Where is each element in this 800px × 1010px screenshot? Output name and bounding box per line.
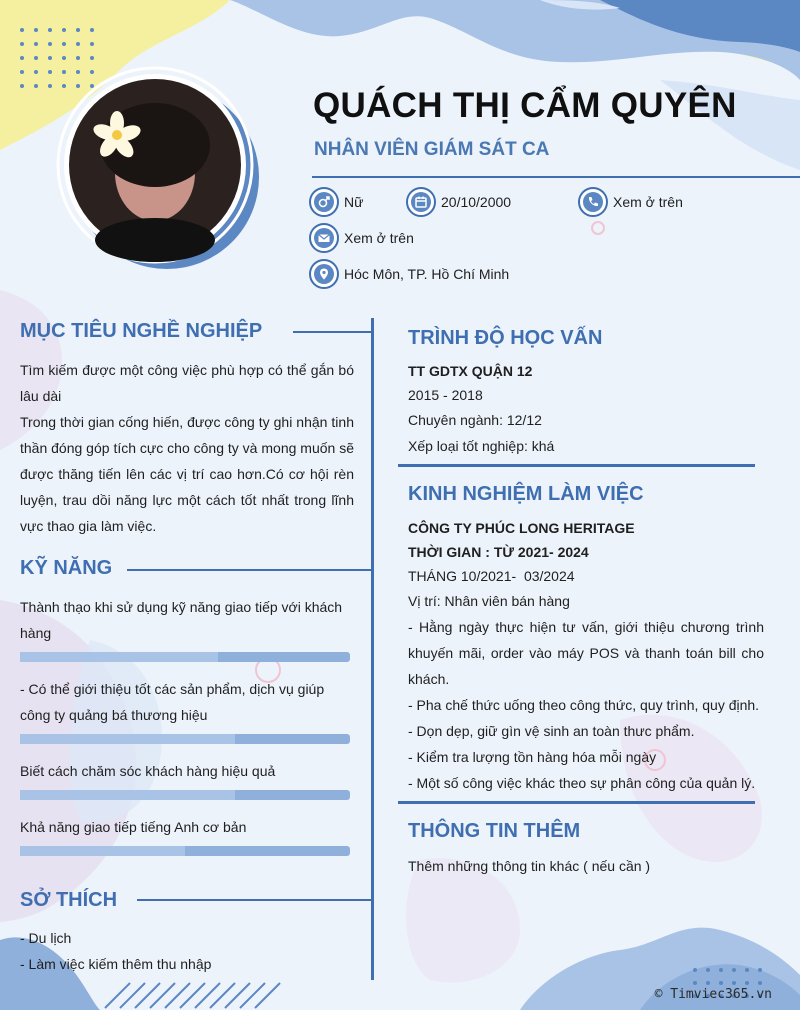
skill-bar-fill [20, 652, 218, 662]
experience-duty: - Hằng ngày thực hiện tư vấn, giới thiệu chương trình khuyến mãi, order vào máy POS và thanh toán bill cho khách. [408, 619, 764, 687]
objective-title-line [293, 331, 373, 333]
job-title: NHÂN VIÊN GIÁM SÁT CA [314, 139, 550, 160]
skills-title: KỸ NĂNG [20, 557, 113, 579]
extra-text: Thêm những thông tin khác ( nếu cần ) [408, 858, 651, 874]
experience-duty: - Dọn dẹp, giữ gìn vệ sinh an toàn thưc phẩm. [408, 723, 695, 739]
location-icon [309, 259, 339, 289]
experience-dates: THÁNG 10/2021- 03/2024 [408, 568, 575, 584]
education-divider [398, 464, 755, 467]
skill-bar [20, 648, 350, 662]
email-text: Xem ở trên [344, 230, 414, 246]
skill-bar [20, 786, 350, 800]
phone-icon [578, 187, 608, 217]
experience-duty: - Kiểm tra lượng tồn hàng hóa mỗi ngày [408, 749, 657, 765]
skill-bar [20, 842, 350, 856]
objective-text: Tìm kiếm được một công việc phù hợp có thể gắn bó lâu dài Trong thời gian cống hiến, được công ty ghi nhận tinh thần đóng góp tích cực cho công ty và mong muốn sẽ được thăng tiến lên các vị trí cao hơn.Có cơ hội rèn luyện, trau dồi năng lực một cách tốt nhất trong lĩnh vực thao gia làm việc. [20, 362, 354, 534]
address-text: Hóc Môn, TP. Hồ Chí Minh [344, 266, 510, 282]
experience-divider [398, 801, 755, 804]
skill-item: - Có thể giới thiệu tốt các sản phẩm, dịch vụ giúp công ty quảng bá thương hiệu [20, 681, 325, 723]
header-divider [312, 176, 800, 178]
gender-icon [309, 187, 339, 217]
experience-position: Vị trí: Nhân viên bán hàng [408, 593, 570, 609]
candidate-name: QUÁCH THỊ CẨM QUYÊN [313, 86, 737, 125]
skill-bar-fill [20, 846, 185, 856]
experience-company: CÔNG TY PHÚC LONG HERITAGE [408, 520, 635, 536]
avatar [55, 65, 265, 275]
education-title: TRÌNH ĐỘ HỌC VẤN [408, 327, 603, 349]
experience-title: KINH NGHIỆM LÀM VIỆC [408, 483, 644, 505]
skill-item: Biết cách chăm sóc khách hàng hiệu quả [20, 763, 276, 779]
hobbies-title-line [137, 899, 373, 901]
birthdate-text: 20/10/2000 [441, 194, 512, 210]
hobby-item: - Du lịch [20, 930, 72, 946]
skill-item: Thành thạo khi sử dụng kỹ năng giao tiếp với khách hàng [20, 599, 343, 641]
education-years: 2015 - 2018 [408, 387, 483, 403]
phone-text: Xem ở trên [613, 194, 683, 210]
hobby-item: - Làm việc kiếm thêm thu nhập [20, 956, 212, 972]
skills-title-line [127, 569, 373, 571]
hobbies-title: SỞ THÍCH [20, 889, 118, 911]
objective-title: MỤC TIÊU NGHỀ NGHIỆP [20, 320, 263, 342]
watermark: © Timviec365.vn [654, 987, 772, 1002]
education-school: TT GDTX QUẬN 12 [408, 363, 533, 379]
education-grade: Xếp loại tốt nghiệp: khá [408, 438, 555, 454]
skill-bar-fill [20, 790, 235, 800]
skill-bar-fill [20, 734, 235, 744]
calendar-icon [406, 187, 436, 217]
gender-text: Nữ [344, 194, 364, 210]
experience-duty: - Một số công việc khác theo sự phân công của quản lý. [408, 775, 756, 791]
skill-bar [20, 730, 350, 744]
skill-item: Khả năng giao tiếp tiếng Anh cơ bản [20, 819, 247, 835]
profile-photo [55, 65, 265, 275]
experience-period: THỜI GIAN : TỪ 2021- 2024 [408, 544, 589, 560]
experience-duty: - Pha chế thức uống theo công thức, quy trình, quy định. [408, 697, 760, 713]
extra-title: THÔNG TIN THÊM [408, 820, 581, 842]
column-divider [371, 318, 374, 980]
email-icon [309, 223, 339, 253]
education-major: Chuyên ngành: 12/12 [408, 412, 542, 428]
